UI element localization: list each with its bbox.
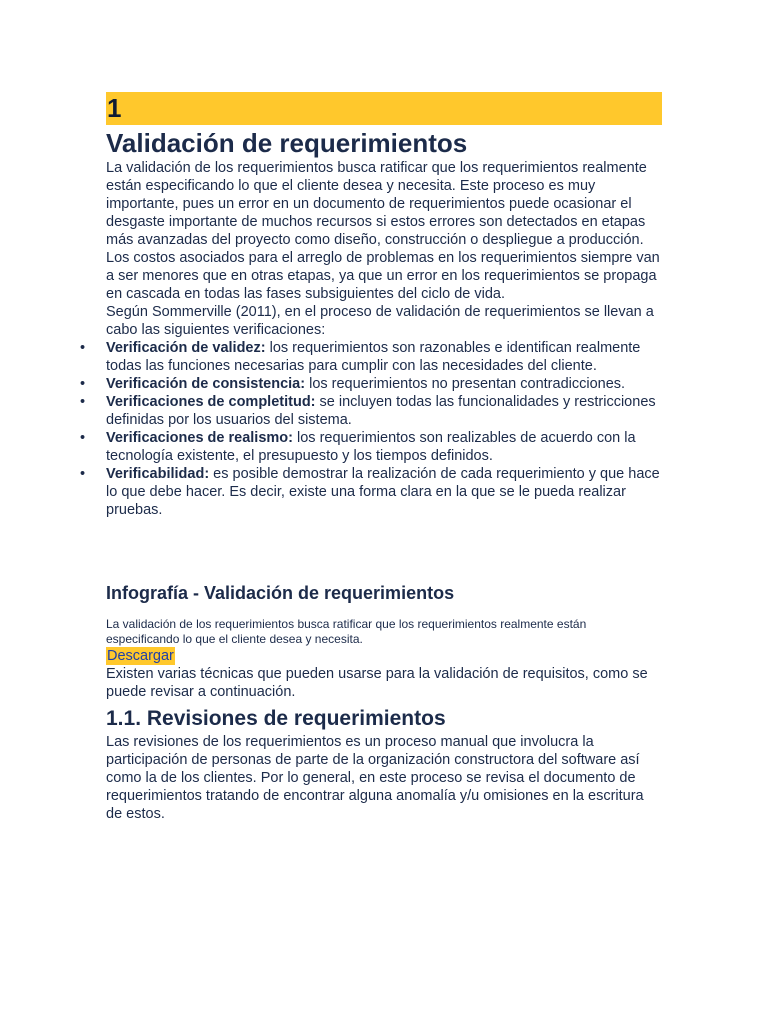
list-item-text: es posible demostrar la realización de cada requerimiento y que hace lo que debe hacer. Es decir, existe una forma clara en la que se le pueda realizar pruebas. — [106, 466, 660, 518]
list-item — [106, 429, 662, 465]
verification-list — [106, 339, 662, 519]
list-item-text: los requerimientos son realizables de acuerdo con la tecnología existente, el presupuesto y los tiempos definidos. — [106, 430, 636, 464]
infographic-title: Infografía - Validación de requerimientos — [106, 583, 455, 603]
list-item-term: Verificaciones de realismo: — [106, 430, 293, 446]
chapter-title: Validación de requerimientos — [106, 128, 468, 158]
document-page — [106, 92, 662, 823]
section-paragraph: Las revisiones de los requerimientos es un proceso manual que involucra la participación de personas de parte de la organización constructora del software así como la de los clientes. Por lo general, en este proceso se revisa el documento de requerimientos tratando de encontrar alguna anomalía y/u omisiones en la escritura de estos. — [106, 734, 644, 822]
download-link[interactable]: Descargar — [107, 648, 174, 664]
list-item-term: Verificabilidad: — [106, 466, 210, 482]
infographic-description: La validación de los requerimientos busca ratificar que los requerimientos realmente están especificando lo que el cliente desea y necesita. — [106, 617, 587, 646]
list-item-term: Verificación de consistencia: — [106, 376, 306, 392]
section-title: 1.1. Revisiones de requerimientos — [106, 707, 446, 730]
list-item — [106, 465, 662, 519]
techniques-paragraph: Existen varias técnicas que pueden usarse para la validación de requisitos, como se puede revisar a continuación. — [106, 666, 648, 700]
list-item-text: los requerimientos no presentan contradicciones. — [305, 376, 626, 392]
list-item — [106, 339, 662, 375]
intro-paragraph: La validación de los requerimientos busca ratificar que los requerimientos realmente están especificando lo que el cliente desea y necesita. Este proceso es muy importante, pues un error en un documento de requerimientos puede ocasionar el desgaste importante de muchos recursos si estos errores son detectados en etapas más avanzadas del proyecto como diseño, construcción o despliegue a producción. Los costos asociados para el arreglo de problemas en los requerimientos siempre van a ser menores que en otras etapas, ya que un error en los requerimientos se propaga en cascada en todas las fases subsiguientes del ciclo de vida. — [106, 160, 660, 302]
list-item — [106, 393, 662, 429]
list-item-term: Verificaciones de completitud: — [106, 394, 316, 410]
list-item-text: se incluyen todas las funcionalidades y restricciones definidas por los usuarios del sistema. — [106, 394, 656, 428]
chapter-number: 1 — [106, 92, 662, 125]
sommerville-paragraph: Según Sommerville (2011), en el proceso de validación de requerimientos se llevan a cabo las siguientes verificaciones: — [106, 304, 654, 338]
list-item-text: los requerimientos son razonables e identifican realmente todas las funciones necesarias para cumplir con las necesidades del cliente. — [106, 340, 641, 374]
list-item — [106, 375, 662, 393]
list-item-term: Verificación de validez: — [106, 340, 266, 356]
